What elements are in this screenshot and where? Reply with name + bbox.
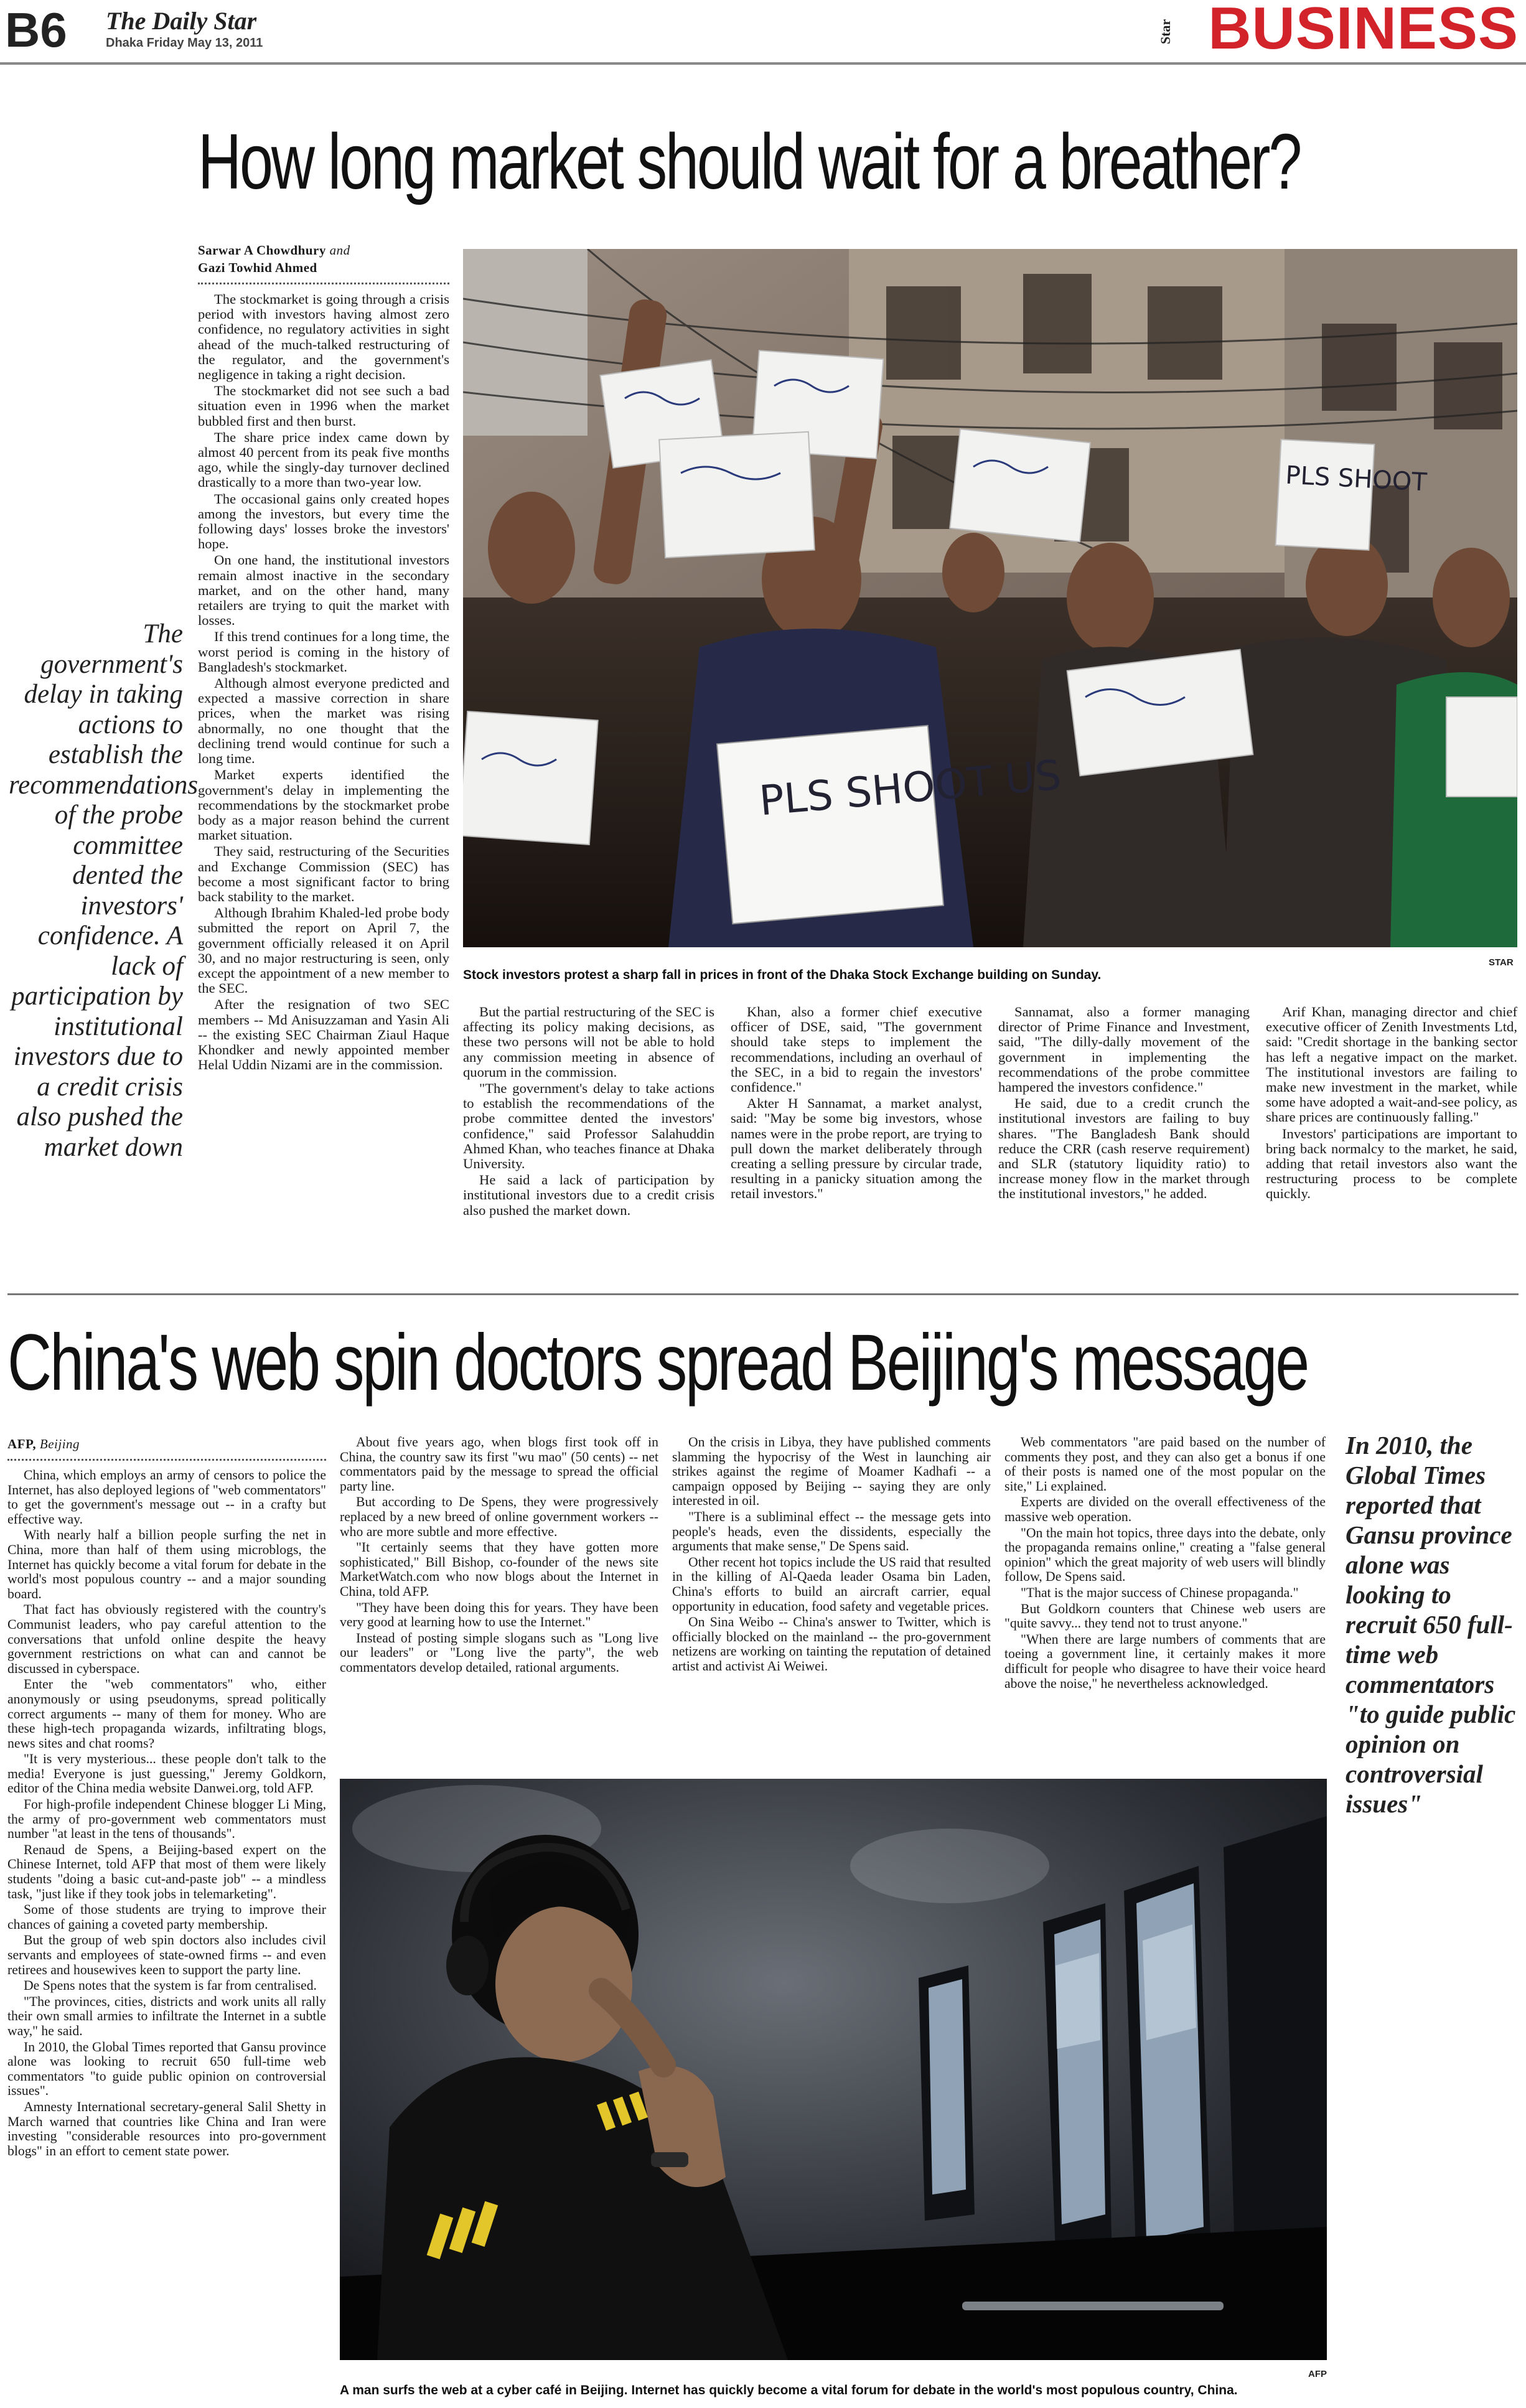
placard-text: PLS SHOOT [1285,461,1428,497]
paragraph: But the partial restructuring of the SEC is affecting its policy making decisions, as these two persons will not be able to hold any commission meeting in absence of quorum in the commission. [463,1004,714,1080]
paragraph: Instead of posting simple slogans such as "Long live our leaders" or "Long live the party", the web commentators develop detailed, rational arguments. [340,1630,658,1675]
article1-column-4 [998,1005,1250,1203]
paragraph: On Sina Weibo -- China's answer to Twitter, which is officially blocked on the mainland -- the pro-government netizens are working on tainting the reputation of detained artist and activist Ai Weiwei. [672,1614,991,1674]
paragraph: Web commentators "are paid based on the number of comments they post, and they can also get a bonus if one of their posts is named one of the most popular on the site," Li explained. [1004,1435,1326,1494]
paragraph: Renaud de Spens, a Beijing-based expert on the Chinese Internet, told AFP that most of them were likely students "doing a basic cut-and-paste job" -- a mindless task, "just like if they took jobs in telemarketing". [7,1842,326,1901]
article1-headline: How long market should wait for a breather? [198,118,1301,205]
paragraph: Enter the "web commentators" who, either anonymously or using pseudonyms, spread politically correct arguments -- many of them for money. Who are these high-tech propaganda wizards, infiltrating blogs, news sites and chat rooms? [7,1677,326,1751]
paragraph: About five years ago, when blogs first took off in China, the country saw its first "wu mao" (50 cents) -- net commentators paid by the message to spread the official party line. [340,1435,658,1494]
paragraph: Experts are divided on the overall effectiveness of the massive web operation. [1004,1494,1326,1524]
paragraph: Arif Khan, managing director and chief executive officer of Zenith Investments Ltd, said: "Credit shortage in the banking sector has left a negative impact on the market. The institutional investors are failing to make new investment in the market, while some have adopted a wait-and-see policy, as share prices are continuously falling." [1266,1004,1517,1125]
article1-column-5 [1266,1005,1517,1203]
paragraph: But Goldkorn counters that Chinese web users are "quite savvy... they tend not to trust anyone." [1004,1601,1326,1631]
paragraph: For high-profile independent Chinese blogger Li Ming, the army of pro-government web commentators must number "at least in the tens of thousands". [7,1797,326,1842]
cybercafe-photo-credit: AFP [1308,2369,1327,2379]
masthead-rule [0,62,1526,65]
paragraph: "The government's delay to take actions to establish the recommendations of the probe committee dented the investors' confidence," said Professor Salahuddin Ahmed Khan, who teaches finance at Dhaka University. [463,1080,714,1172]
paragraph: If this trend continues for a long time, the worst period is coming in the history of Bangladesh's stockmarket. [198,629,449,675]
paragraph: Some of those students are trying to improve their chances of gaining a coveted party membership. [7,1902,326,1932]
paragraph: He said a lack of participation by institutional investors due to a credit crisis also pushed the market down. [463,1172,714,1218]
paragraph: But the group of web spin doctors also includes civil servants and employees of state-owned firms -- and even retirees and housewives keen to support the party line. [7,1932,326,1977]
paragraph: Khan, also a former chief executive officer of DSE, said, "The government should take steps to implement the recommendations, including an overhaul of the SEC, in a bid to regain the investors' confidence." [731,1004,982,1095]
dateline: Dhaka Friday May 13, 2011 [106,36,263,50]
article2-byline: AFP, Beijing [7,1435,326,1461]
paragraph: De Spens notes that the system is far from centralised. [24,1978,317,1993]
newspaper-name: The Daily Star [106,7,257,35]
paragraph: He said, due to a credit crunch the institutional investors are failing to buy shares. "The Bangladesh Bank should reduce the CRR (cash reserve requirement) and SLR (statutory liquidity ratio) to increase money flow in the market through the institutional investors," he added. [998,1095,1250,1202]
paragraph: "When there are large numbers of comments that are toeing a government line, it certainly makes it more difficult for people who disagree to have their voice heard above the noise," he nevertheless acknowledged. [1004,1631,1326,1691]
paragraph: "That is the major success of Chinese propaganda." [1021,1585,1299,1600]
paragraph: On one hand, the institutional investors remain almost inactive in the secondary market, and on the other hand, many retailers are trying to quit the market with losses. [198,552,449,629]
protest-photo-image [463,249,1517,947]
paragraph: The share price index came down by almost 40 percent from its peak five months ago, while the singly-day turnover declined drastically to a more than two-year low. [198,429,449,490]
article1-pullquote: The government's delay in taking actions to establish the recommendations of the probe committee dented the investors' confidence. A lack of participation by institutional investors due to a credit crisis also pushed the market down [9,619,199,1162]
page-number: B6 [5,2,67,57]
paragraph: "They have been doing this for years. They have been very good at learning how to use the Internet." [340,1600,658,1630]
article1-column-1 [198,241,449,1074]
article2-column-3 [672,1435,991,1675]
paragraph: Akter H Sannamat, a market analyst, said: "May be some big investors, whose names were in the probe report, are trying to pull down the market deliberately through creating a selling pressure by circular trade, resulting in a panicky situation among the retail investors." [731,1095,982,1202]
article1-column-2 [463,1005,714,1219]
section-divider [7,1293,1519,1295]
paragraph: On the crisis in Libya, they have published comments slamming the hypocrisy of the West in launching air strikes against the regime of Moamer Kadhafi -- a campaign opposed by Beijing -- saying they are only interested in oil. [672,1435,991,1509]
cybercafe-photo [340,1779,1327,2360]
article2-headline: China's web spin doctors spread Beijing's message [7,1318,1308,1407]
paragraph: Other recent hot topics include the US raid that resulted in the killing of Al-Qaeda leader Osama bin Laden, China's efforts to build an aircraft carrier, equal opportunity in education, food safety and vegetable prices. [672,1554,991,1614]
paragraph: "There is a subliminal effect -- the message gets into people's heads, even the dissidents, especially the arguments that make sense," De Spens said. [672,1509,991,1554]
masthead [0,0,1526,62]
placard-text: PLS SHOOT US [757,751,1064,825]
star-logo: Star [1158,19,1173,45]
paragraph: "On the main hot topics, three days into the debate, only the propaganda remains online," creating a "false general opinion" which the great majority of web users will blindly follow, De Spens said. [1004,1525,1326,1585]
cybercafe-photo-caption: A man surfs the web at a cyber café in Beijing. Internet has quickly become a vital forum for debate in the world's most populous country, China. [340,2383,1238,2397]
protest-photo [463,249,1517,947]
article2-column-1 [7,1435,326,2160]
article1-byline: Sarwar A Chowdhury and Gazi Towhid Ahmed [198,241,449,284]
paragraph: Although Ibrahim Khaled-led probe body submitted the report on April 7, the government officially released it on April 30, and no major restructuring is seen, only except the appointment of a new member to the SEC. [198,905,449,996]
paragraph: "It is very mysterious... these people don't talk to the media! Everyone is just guessing," Jeremy Goldkorn, editor of the China media website Danwei.org, told AFP. [7,1751,326,1796]
paragraph: With nearly half a billion people surfing the net in China, more than half of them using microblogs, the Internet has quickly become a vital forum for debate in the world's most populous country -- and a major sounding board. [7,1527,326,1601]
paragraph: Amnesty International secretary-general Salil Shetty in March warned that countries like China and Iran were investing "considerable resources into pro-government blogs" in an effort to cement state power. [7,2099,326,2158]
paragraph: The occasional gains only created hopes among the investors, but every time the following days' losses broke the investors' hope. [198,490,449,552]
paragraph: The stockmarket is going through a crisis period with investors having almost zero confidence, no regulatory activities in sight ahead of the much-talked restructuring of the regulator, and the government's negligence in taking a right decision. [198,291,449,383]
paragraph: After the resignation of two SEC members -- Md Anisuzzaman and Yasin Ali -- the existing SEC Chairman Ziaul Haque Khondker and newly appointed member Helal Uddin Nizami are in the commission. [198,996,449,1073]
paragraph: China, which employs an army of censors to police the Internet, has also deployed legions of "web commentators" to get the government's message out -- in a crafty but effective way. [7,1468,326,1527]
paragraph: "The provinces, cities, districts and work units all rally their own small armies to infiltrate the Internet in a subtle way," he said. [7,1993,326,2038]
paragraph: That fact has obviously registered with the country's Communist leaders, who pay careful attention to the conversations that unfold online despite the heavy government restrictions on what can and cannot be discussed in cyberspace. [7,1602,326,1676]
section-name: BUSINESS [1208,0,1519,62]
paragraph: But according to De Spens, they were progressively replaced by a new breed of online government workers -- who are more subtle and more effective. [340,1494,658,1539]
paragraph: They said, restructuring of the Securities and Exchange Commission (SEC) has become a most significant factor to bring back stability to the market. [198,843,449,904]
paragraph: "It certainly seems that they have gotten more sophisticated," Bill Bishop, co-founder of the news site MarketWatch.com who now blogs about the Internet in China, told AFP. [340,1540,658,1599]
protest-photo-caption: Stock investors protest a sharp fall in prices in front of the Dhaka Stock Exchange building on Sunday. [463,968,1102,982]
article1-column-3 [731,1005,982,1203]
paragraph: Sannamat, also a former managing director of Prime Finance and Investment, said, "The dilly-dally movement of the government in implementing the recommendations of the probe committee hampered the investors confidence." [998,1004,1250,1095]
article2-column-4 [1004,1435,1326,1692]
paragraph: Although almost everyone predicted and expected a massive correction in share prices, when the market was rising abnormally, no one thought that the declining trend would continue for such a long time. [198,675,449,767]
protest-photo-credit: STAR [1489,957,1514,968]
paragraph: Investors' participations are important to bring back normalcy to the market, he said, adding that retail investors also want the restructuring process to be complete quickly. [1266,1125,1517,1202]
cybercafe-photo-image [340,1779,1327,2360]
article2-pullquote: In 2010, the Global Times reported that Gansu province alone was looking to recruit 650 full-time web commentators "to guide public opinion on controversial issues" [1346,1431,1516,1818]
paragraph: The stockmarket did not see such a bad situation even in 1996 when the market bubbled first and then burst. [198,383,449,429]
paragraph: In 2010, the Global Times reported that Gansu province alone was looking to recruit 650 full-time web commentators "to guide public opinion on controversial issues". [7,2039,326,2099]
paragraph: Market experts identified the government's delay in implementing the recommendations by the stockmarket probe body as a major reason behind the current market situation. [198,767,449,843]
article2-column-2 [340,1435,658,1677]
